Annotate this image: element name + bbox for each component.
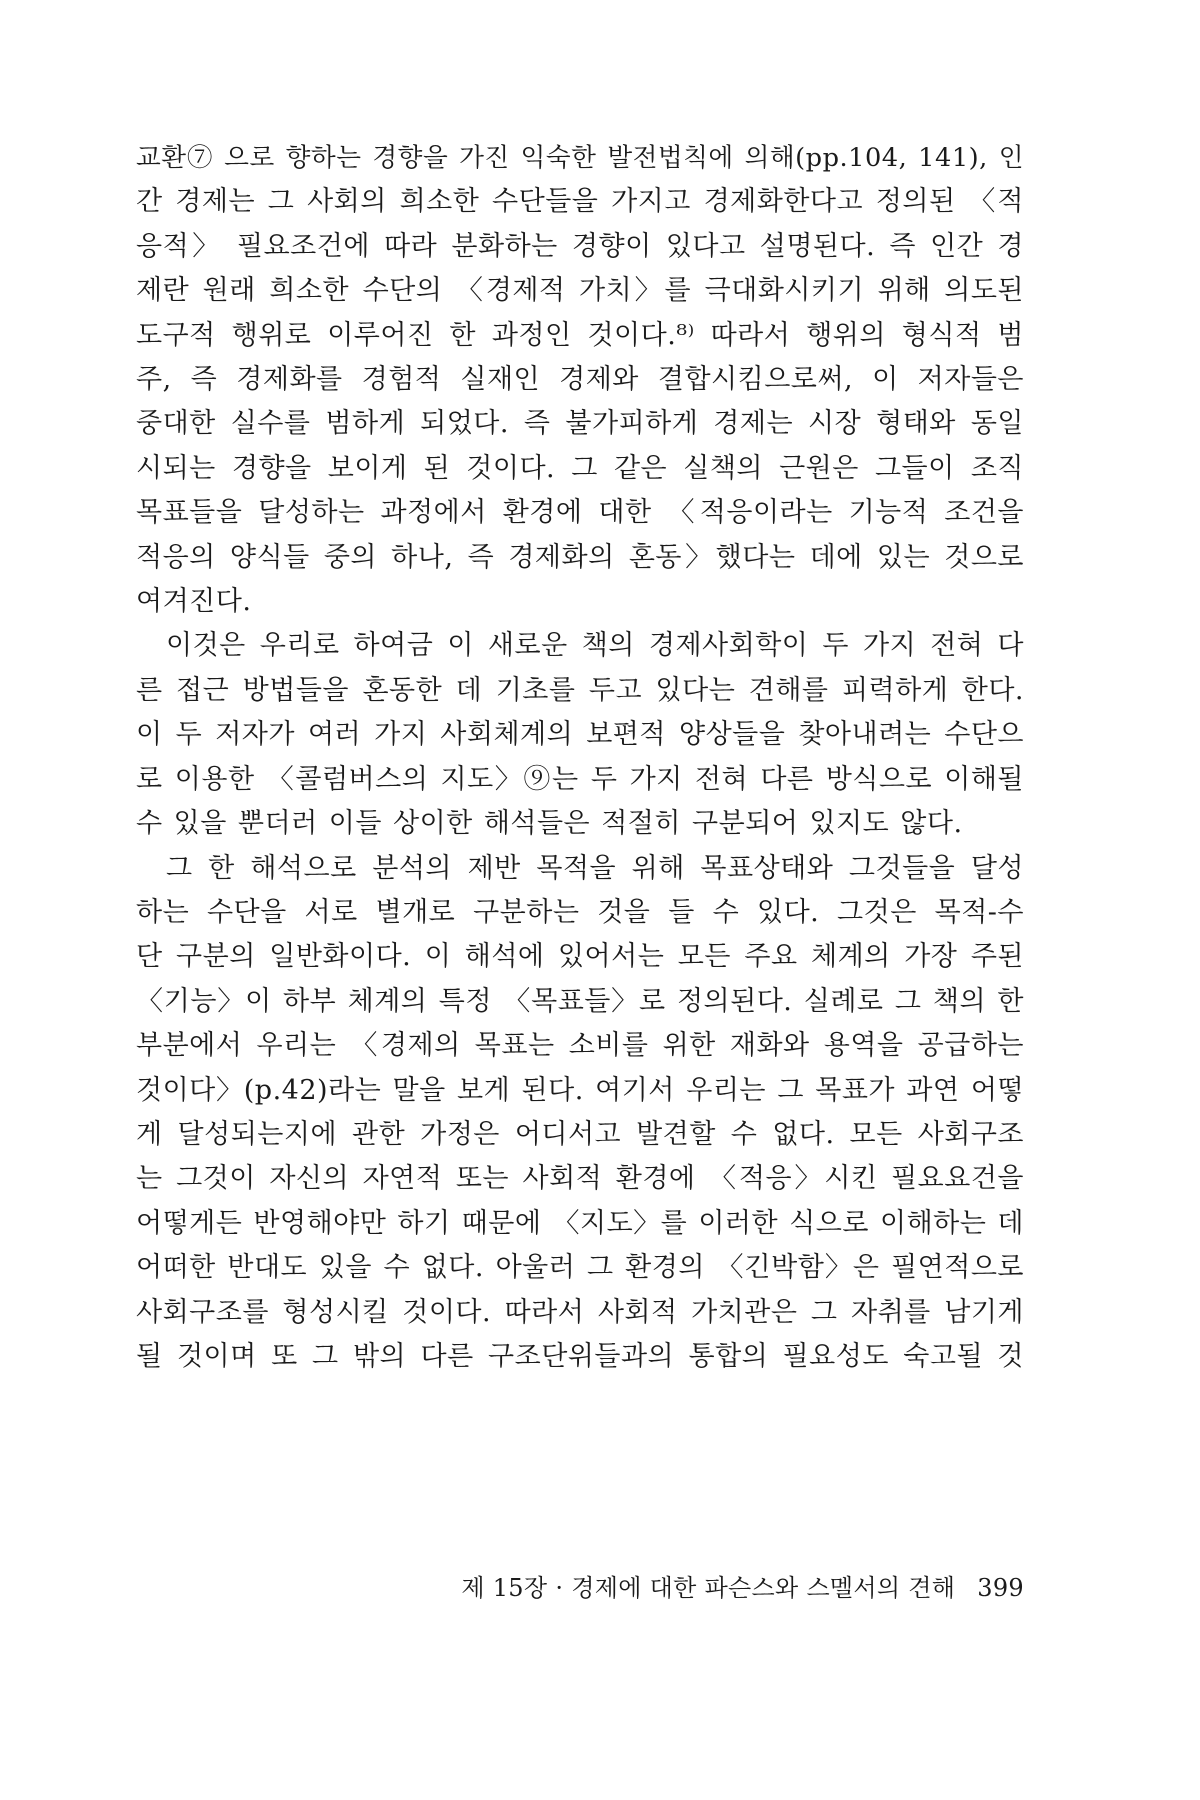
text-line: 도구적 행위로 이루어진 한 과정인 것이다.⁸⁾ 따라서 행위의 형식적 범 (136, 319, 1024, 351)
text-line: 응적〉 필요조건에 따라 분화하는 경향이 있다고 설명된다. 즉 인간 경 (136, 230, 1024, 262)
page-footer (450, 1568, 1024, 1603)
text-line: 목표들을 달성하는 과정에서 환경에 대한 〈적응이라는 기능적 조건을 (136, 497, 1024, 529)
text-line: 단 구분의 일반화이다. 이 해석에 있어서는 모든 주요 체계의 가장 주된 (136, 941, 1024, 973)
text-line: 될 것이며 또 그 밖의 다른 구조단위들과의 통합의 필요성도 숙고될 것 (136, 1340, 1024, 1372)
text-line: 이것은 우리로 하여금 이 새로운 책의 경제사회학이 두 가지 전혀 다 (166, 630, 1024, 662)
text-line: 른 접근 방법들을 혼동한 데 기초를 두고 있다는 견해를 피력하게 한다. (136, 674, 1024, 706)
paragraph-1 (136, 136, 1024, 624)
text-line: 제란 원래 희소한 수단의 〈경제적 가치〉를 극대화시키기 위해 의도된 (136, 275, 1024, 307)
text-line: 사회구조를 형성시킬 것이다. 따라서 사회적 가치관은 그 자취를 남기게 (136, 1296, 1024, 1328)
text-line: 그 한 해석으로 분석의 제반 목적을 위해 목표상태와 그것들을 달성 (166, 852, 1024, 884)
text-line: 어떻게든 반영해야만 하기 때문에 〈지도〉를 이러한 식으로 이해하는 데 (136, 1207, 1024, 1239)
footer-separator: · (555, 1574, 564, 1602)
text-line: 는 그것이 자신의 자연적 또는 사회적 환경에 〈적응〉시킨 필요요건을 (136, 1163, 1024, 1195)
text-line: 하는 수단을 서로 별개로 구분하는 것을 들 수 있다. 그것은 목적-수 (136, 896, 1024, 928)
text-line: 수 있을 뿐더러 이들 상이한 해석들은 적절히 구분되어 있지도 않다. (136, 808, 963, 840)
page-number: 399 (977, 1574, 1024, 1602)
text-line: 여겨진다. (136, 586, 252, 618)
text-line: 부분에서 우리는 〈경제의 목표는 소비를 위한 재화와 용역을 공급하는 (136, 1030, 1024, 1062)
text-line: 간 경제는 그 사회의 희소한 수단들을 가지고 경제화한다고 정의된 〈적 (136, 186, 1024, 218)
text-line: 이 두 저자가 여러 가지 사회체계의 보편적 양상들을 찾아내려는 수단으 (136, 719, 1024, 751)
body-text (136, 136, 1024, 1379)
text-line: 로 이용한 〈콜럼버스의 지도〉⑨는 두 가지 전혀 다른 방식으로 이해될 (136, 763, 1024, 795)
footer-title: 경제에 대한 파슨스와 스멜서의 견해 (571, 1574, 956, 1602)
paragraph-3 (136, 847, 1024, 1380)
paragraph-2 (136, 624, 1024, 846)
text-line: 〈기능〉이 하부 체계의 특정 〈목표들〉로 정의된다. 실례로 그 책의 한 (136, 985, 1024, 1017)
text-line: 어떠한 반대도 있을 수 없다. 아울러 그 환경의 〈긴박함〉은 필연적으로 (136, 1252, 1024, 1284)
text-line: 주, 즉 경제화를 경험적 실재인 경제와 결합시킴으로써, 이 저자들은 (136, 364, 1024, 396)
text-line: 교환⑦ 으로 향하는 경향을 가진 익숙한 발전법칙에 의해(pp.104, 141), 인 (136, 143, 1024, 173)
text-line: 것이다〉(p.42)라는 말을 보게 된다. 여기서 우리는 그 목표가 과연 어떻 (136, 1074, 1024, 1106)
text-line: 중대한 실수를 범하게 되었다. 즉 불가피하게 경제는 시장 형태와 동일 (136, 408, 1024, 440)
text-line: 시되는 경향을 보이게 된 것이다. 그 같은 실책의 근원은 그들이 조직 (136, 452, 1024, 484)
footer-chapter: 제 15장 (461, 1574, 548, 1602)
text-line: 게 달성되는지에 관한 가정은 어디서고 발견할 수 없다. 모든 사회구조 (136, 1118, 1024, 1150)
text-line: 적응의 양식들 중의 하나, 즉 경제화의 혼동〉했다는 데에 있는 것으로 (136, 541, 1024, 573)
